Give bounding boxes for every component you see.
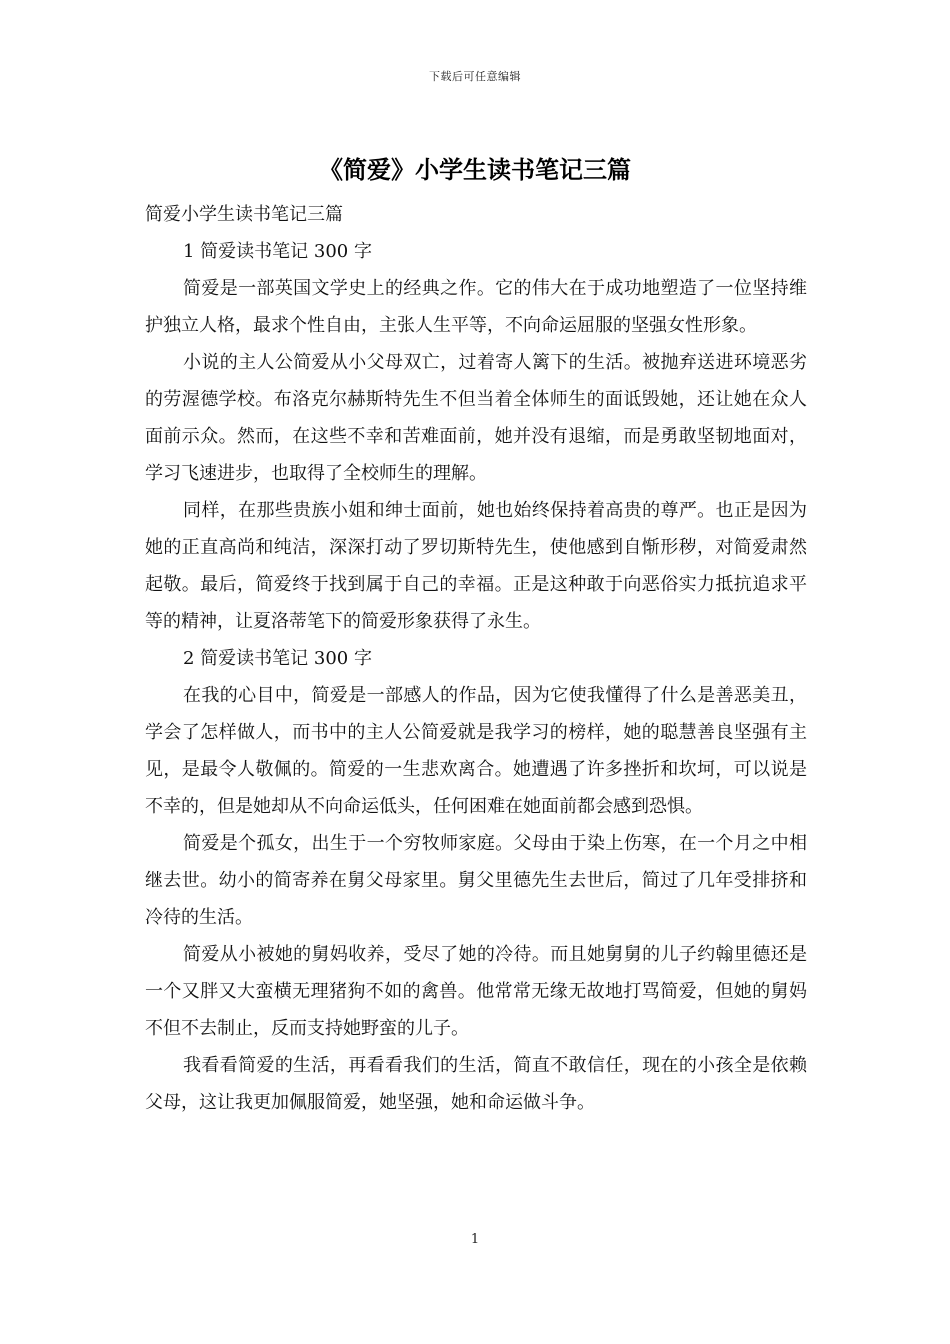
document-body [145, 196, 807, 1121]
paragraph: 简爱从小被她的舅妈收养，受尽了她的冷待。而且她舅舅的儿子约翰里德还是一个又胖又大蛮横无理猪狗不如的禽兽。他常常无缘无故地打骂简爱，但她的舅妈不但不去制止，反而支持她野蛮的儿子。 [145, 944, 807, 1039]
paragraph: 简爱是一部英国文学史上的经典之作。它的伟大在于成功地塑造了一位坚持维护独立人格，最求个性自由，主张人生平等，不向命运屈服的坚强女性形象。 [145, 278, 807, 336]
section-heading-1: 1 简爱读书笔记 300 字 [183, 241, 372, 262]
paragraph: 我看看简爱的生活，再看看我们的生活，简直不敢信任，现在的小孩全是依赖父母，这让我更加佩服简爱，她坚强，她和命运做斗争。 [145, 1055, 807, 1113]
header-note: 下载后可任意编辑 [429, 70, 521, 83]
page-number: 1 [470, 1232, 480, 1247]
document-subtitle: 简爱小学生读书笔记三篇 [145, 204, 343, 225]
section-heading-2: 2 简爱读书笔记 300 字 [183, 648, 372, 669]
paragraph: 在我的心目中，简爱是一部感人的作品，因为它使我懂得了什么是善恶美丑，学会了怎样做人，而书中的主人公简爱就是我学习的榜样，她的聪慧善良坚强有主见，是最令人敬佩的。简爱的一生悲欢离合。她遭遇了许多挫折和坎坷，可以说是不幸的，但是她却从不向命运低头，任何困难在她面前都会感到恐惧。 [145, 685, 807, 817]
document-title: 《简爱》小学生读书笔记三篇 [319, 156, 631, 184]
paragraph: 同样，在那些贵族小姐和绅士面前，她也始终保持着高贵的尊严。也正是因为她的正直高尚和纯洁，深深打动了罗切斯特先生，使他感到自惭形秽，对简爱肃然起敬。最后，简爱终于找到属于自己的幸福。正是这种敢于向恶俗实力抵抗追求平等的精神，让夏洛蒂笔下的简爱形象获得了永生。 [145, 500, 807, 632]
paragraph: 简爱是个孤女，出生于一个穷牧师家庭。父母由于染上伤寒，在一个月之中相继去世。幼小的简寄养在舅父母家里。舅父里德先生去世后，简过了几年受排挤和冷待的生活。 [145, 833, 807, 928]
paragraph: 小说的主人公简爱从小父母双亡，过着寄人篱下的生活。被抛弃送进环境恶劣的劳渥德学校。布洛克尔赫斯特先生不但当着全体师生的面诋毁她，还让她在众人面前示众。然而，在这些不幸和苦难面前，她并没有退缩，而是勇敢坚韧地面对，学习飞速进步，也取得了全校师生的理解。 [145, 352, 807, 484]
